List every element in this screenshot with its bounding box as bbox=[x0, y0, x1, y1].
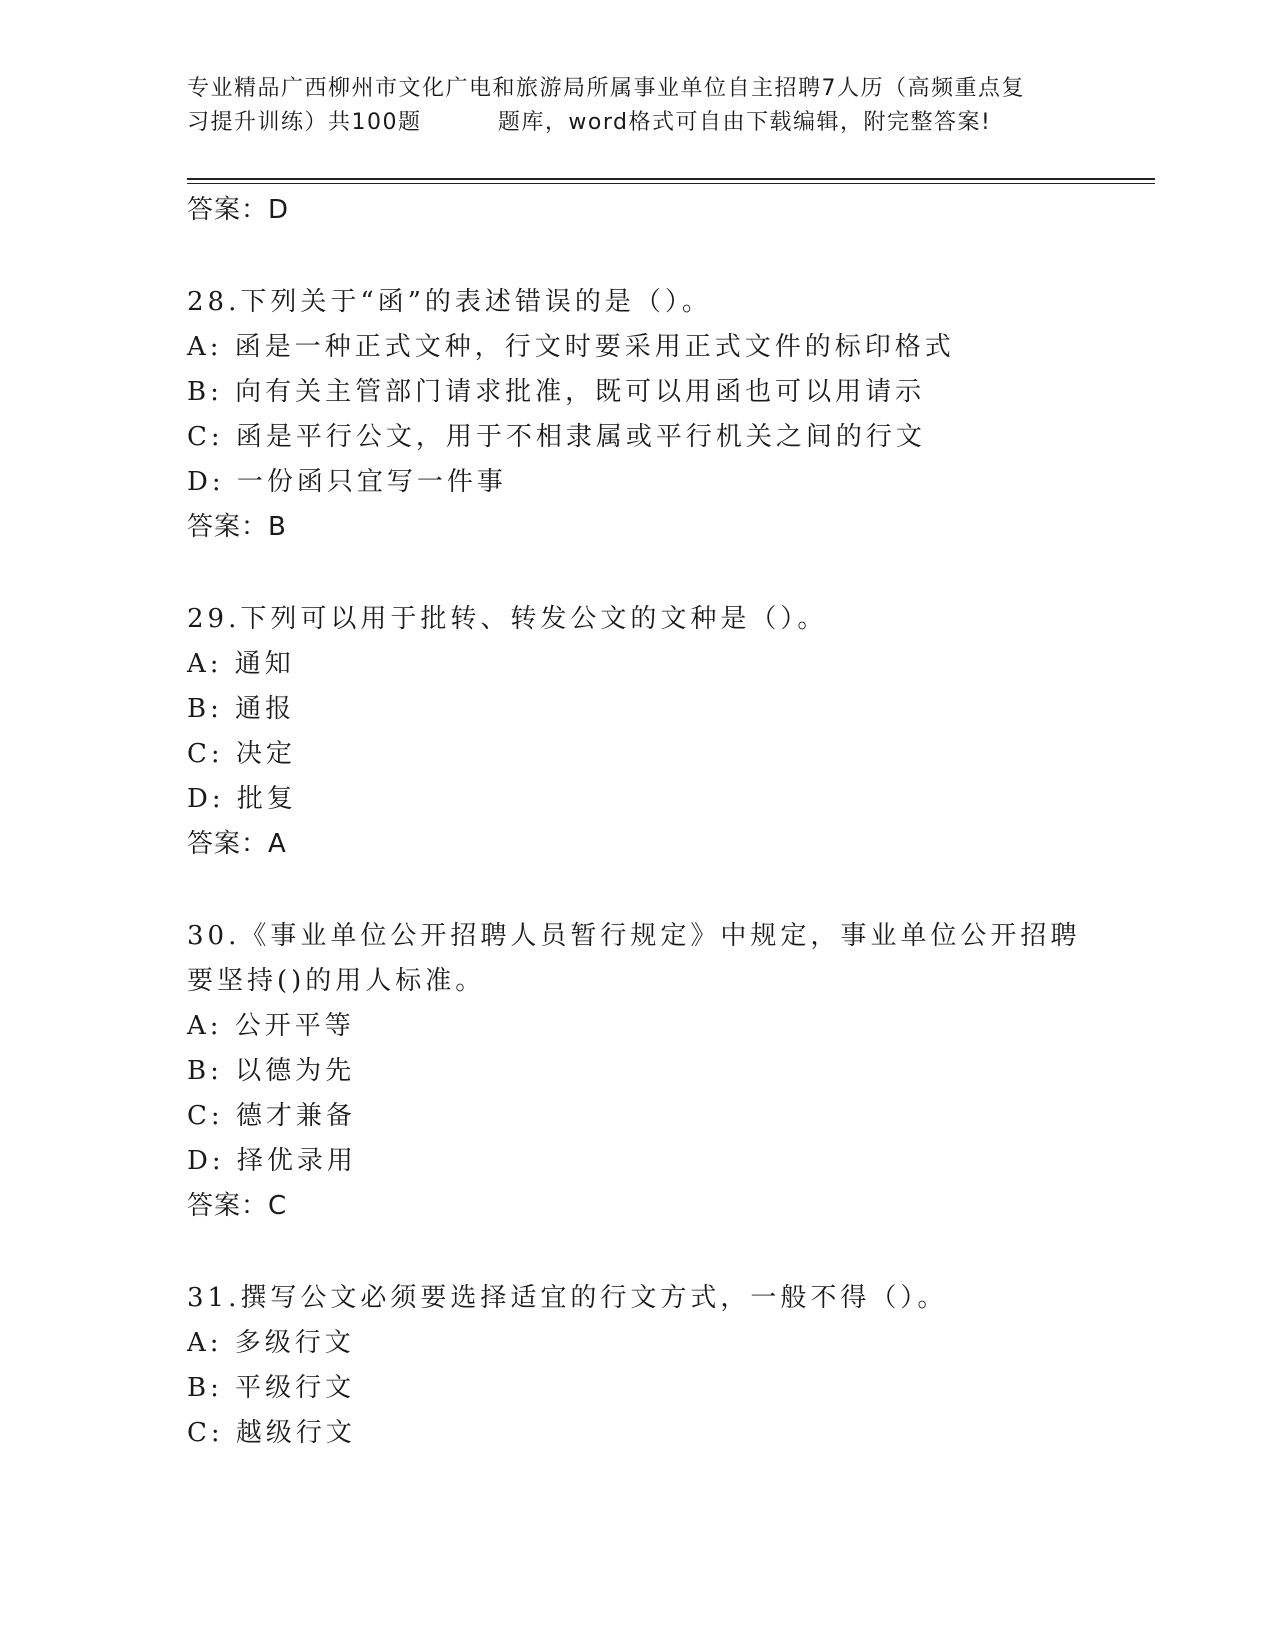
answer-line: 答案：D bbox=[187, 195, 290, 225]
option-d: D: 一份函只宜写一件事 bbox=[187, 467, 507, 497]
option-c: C: 函是平行公文，用于不相隶属或平行机关之间的行文 bbox=[187, 422, 926, 452]
header-line-1: 专业精品广西柳州市文化广电和旅游局所属事业单位自主招聘7人历（高频重点复 bbox=[187, 76, 1025, 101]
question-item bbox=[187, 1276, 1087, 1456]
answer-line: 答案：B bbox=[187, 512, 287, 542]
option-b: B: 通报 bbox=[187, 694, 296, 724]
question-list bbox=[187, 188, 1087, 1456]
option-a: A: 公开平等 bbox=[187, 1011, 355, 1041]
question-stem: 29.下列可以用于批转、转发公文的文种是（）。 bbox=[187, 604, 828, 634]
question-item bbox=[187, 597, 1087, 866]
option-c: C: 德才兼备 bbox=[187, 1101, 356, 1131]
option-a: A: 函是一种正式文种，行文时要采用正式文件的标印格式 bbox=[187, 332, 955, 362]
option-b: B: 平级行文 bbox=[187, 1373, 356, 1403]
page-header bbox=[187, 72, 1087, 140]
header-line-2: 习提升训练）共100题 题库，word格式可自由下载编辑，附完整答案! bbox=[187, 110, 992, 135]
option-b: B: 向有关主管部门请求批准，既可以用函也可以用请示 bbox=[187, 377, 926, 407]
question-item bbox=[187, 280, 1087, 549]
option-c: C: 越级行文 bbox=[187, 1418, 356, 1448]
question-item bbox=[187, 914, 1087, 1228]
option-b: B: 以德为先 bbox=[187, 1056, 356, 1086]
question-stem: 28.下列关于“函”的表述错误的是（）。 bbox=[187, 287, 712, 317]
option-d: D: 择优录用 bbox=[187, 1146, 357, 1176]
answer-line: 答案：C bbox=[187, 1191, 288, 1221]
option-c: C: 决定 bbox=[187, 739, 296, 769]
header-divider-thin bbox=[187, 183, 1155, 184]
option-d: D: 批复 bbox=[187, 784, 297, 814]
question-stem: 31.撰写公文必须要选择适宜的行文方式，一般不得（）。 bbox=[187, 1283, 948, 1313]
header-divider-thick bbox=[187, 178, 1155, 180]
option-a: A: 多级行文 bbox=[187, 1328, 355, 1358]
question-stem: 30.《事业单位公开招聘人员暂行规定》中规定，事业单位公开招聘要坚持()的用人标准。 bbox=[187, 921, 1081, 996]
option-a: A: 通知 bbox=[187, 649, 295, 679]
answer-line: 答案：A bbox=[187, 829, 287, 859]
